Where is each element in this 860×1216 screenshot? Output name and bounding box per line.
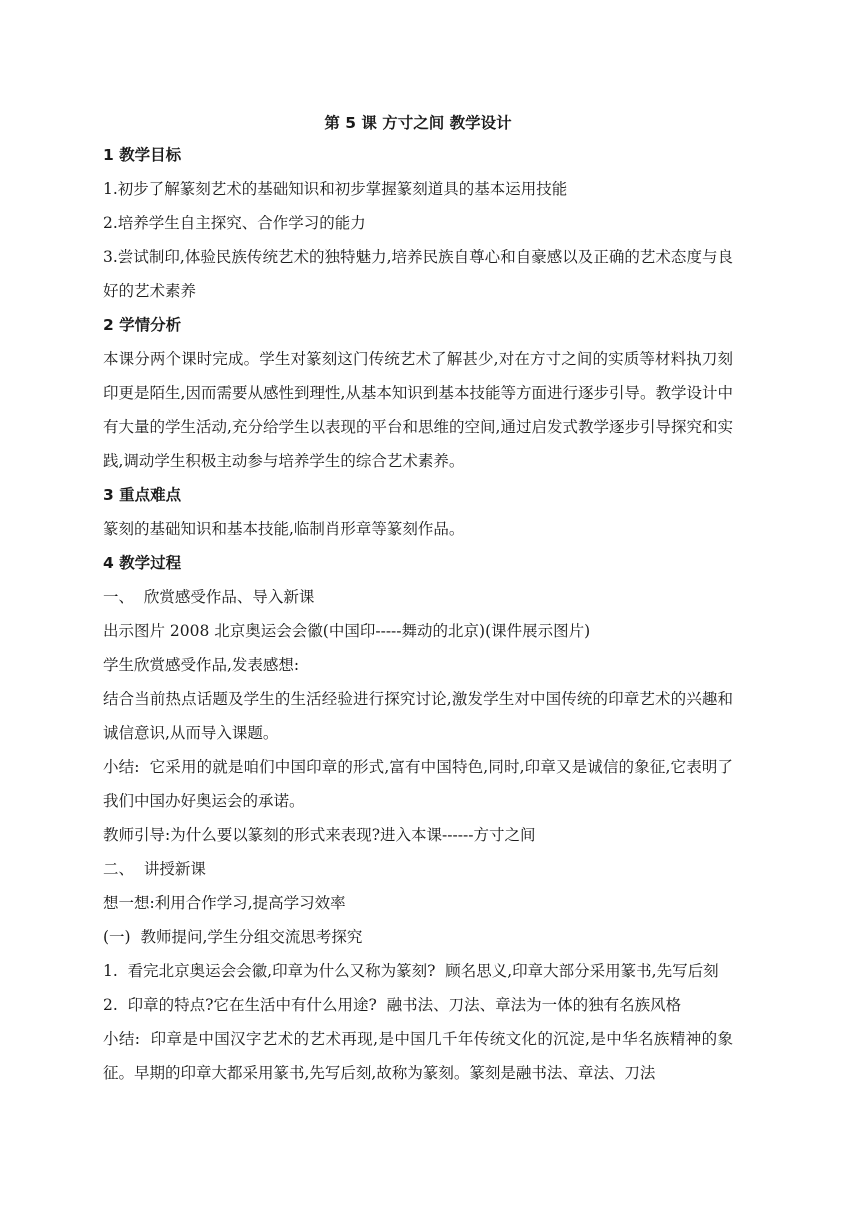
paragraph: 本课分两个课时完成。学生对篆刻这门传统艺术了解甚少,对在方寸之间的实质等材料执刀刻印更是陌生,因而需要从感性到理性,从基本知识到基本技能等方面进行逐步引导。教学设计中有大量的学生活动,充分给学生以表现的平台和思维的空间,通过启发式教学逐步引导探究和实践,调动学生积极主动参与培养学生的综合艺术素养。: [103, 350, 733, 470]
paragraph: 想一想:利用合作学习,提高学习效率: [103, 894, 346, 912]
paragraph: 学生欣赏感受作品,发表感想:: [103, 656, 300, 674]
paragraph: (一) 教师提问,学生分组交流思考探究: [103, 928, 363, 946]
document-title: 第 5 课 方寸之间 教学设计: [324, 114, 512, 132]
document-blocks: [103, 138, 733, 1090]
paragraph: 一、 欣赏感受作品、导入新课: [103, 588, 315, 606]
paragraph: 二、 讲授新课: [103, 860, 206, 878]
paragraph: 1.初步了解篆刻艺术的基础知识和初步掌握篆刻道具的基本运用技能: [103, 180, 568, 198]
paragraph: 小结: 它采用的就是咱们中国印章的形式,富有中国特色,同时,印章又是诚信的象征,它表明了我们中国办好奥运会的承诺。: [103, 758, 733, 810]
document-body: [103, 108, 733, 1090]
paragraph: 2. 印章的特点?它在生活中有什么用途? 融书法、刀法、章法为一体的独有名族风格: [103, 996, 682, 1014]
paragraph: 3.尝试制印,体验民族传统艺术的独特魅力,培养民族自尊心和自豪感以及正确的艺术态度与良好的艺术素养: [103, 248, 733, 300]
paragraph: 教师引导:为什么要以篆刻的形式来表现?进入本课------方寸之间: [103, 826, 536, 844]
paragraph: 1. 看完北京奥运会会徽,印章为什么又称为篆刻? 顾名思义,印章大部分采用篆书,先写后刻: [103, 962, 719, 980]
paragraph: 2.培养学生自主探究、合作学习的能力: [103, 214, 366, 232]
paragraph: 篆刻的基础知识和基本技能,临制肖形章等篆刻作品。: [103, 520, 465, 538]
section-heading: 4 教学过程: [103, 554, 182, 572]
section-heading: 1 教学目标: [103, 146, 182, 164]
paragraph: 小结: 印章是中国汉字艺术的艺术再现,是中国几千年传统文化的沉淀,是中华名族精神的象征。早期的印章大都采用篆书,先写后刻,故称为篆刻。篆刻是融书法、章法、刀法: [103, 1030, 733, 1082]
paragraph: 出示图片 2008 北京奥运会会徽(中国印-----舞动的北京)(课件展示图片): [103, 622, 591, 640]
section-heading: 3 重点难点: [103, 486, 182, 504]
section-heading: 2 学情分析: [103, 316, 182, 334]
paragraph: 结合当前热点话题及学生的生活经验进行探究讨论,激发学生对中国传统的印章艺术的兴趣和诚信意识,从而导入课题。: [103, 690, 733, 742]
